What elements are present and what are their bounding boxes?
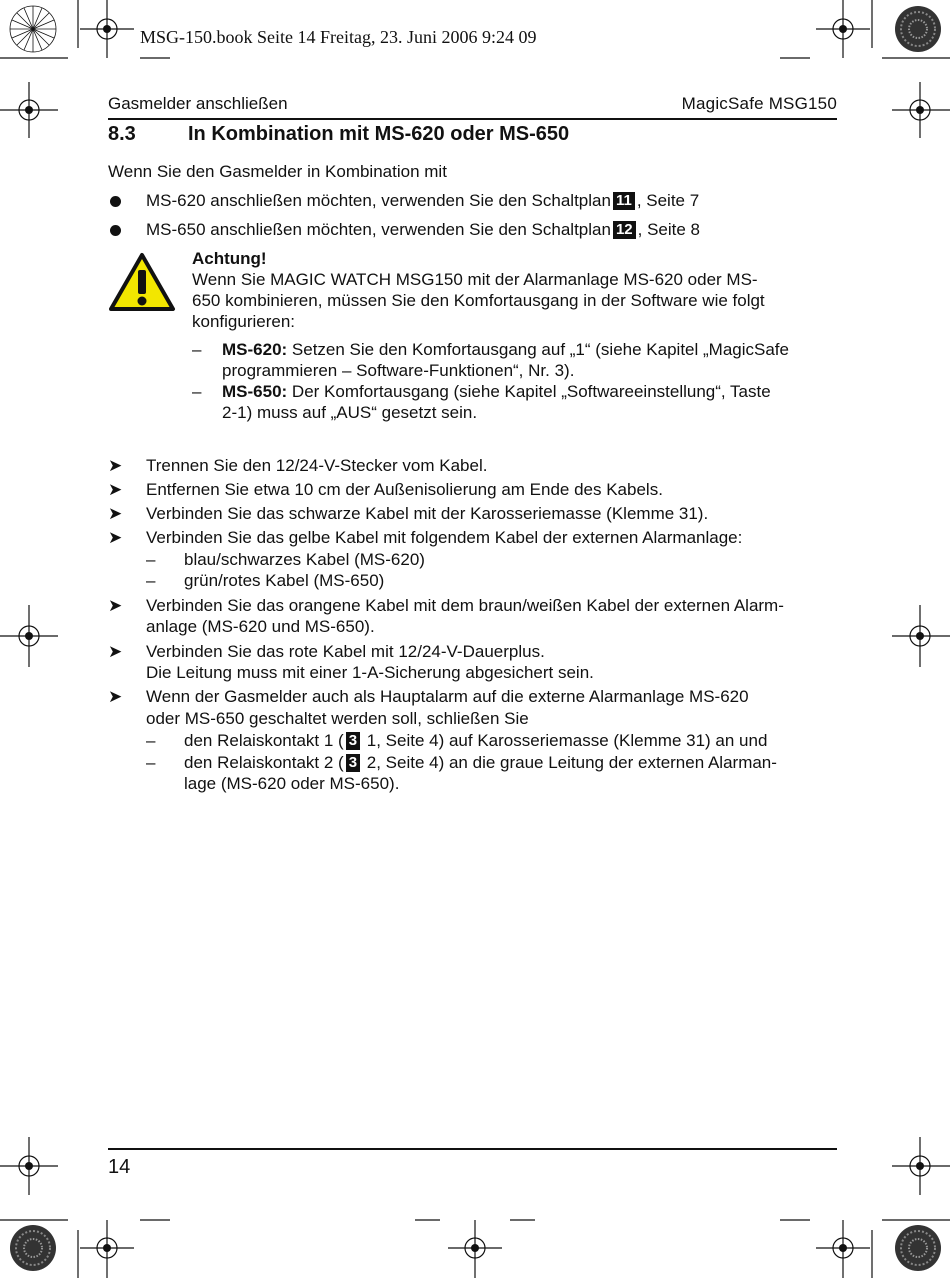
step-text: Entfernen Sie etwa 10 cm der Außenisolierung am Ende des Kabels. (146, 480, 663, 499)
bullet-icon (110, 196, 121, 207)
dash-marker: – (146, 753, 156, 772)
step-subitem: blau/schwarzes Kabel (MS-620) (184, 550, 425, 569)
step-subitem: grün/rotes Kabel (MS-650) (184, 571, 385, 590)
step-text: Verbinden Sie das rote Kabel mit 12/24-V-Dauerplus. (146, 642, 545, 661)
step-arrow-icon: ➤ (108, 528, 123, 547)
step-arrow-icon: ➤ (108, 687, 123, 706)
section-title: In Kombination mit MS-620 oder MS-650 (188, 123, 570, 145)
figure-ref-badge: 3 (346, 732, 360, 750)
warning-item-cont: 2-1) muss auf „AUS“ gesetzt sein. (222, 403, 478, 422)
step-text: Verbinden Sie das gelbe Kabel mit folgendem Kabel der externen Alarmanlage: (146, 528, 743, 547)
bullet-item: MS-650 anschließen möchten, verwenden Sie den Schaltplan 12 , Seite 8 (146, 220, 701, 239)
bullet-icon (110, 225, 121, 236)
step-text-cont: oder MS-650 geschaltet werden soll, schließen Sie (146, 709, 529, 728)
step-arrow-icon: ➤ (108, 456, 123, 475)
dash-marker: – (192, 382, 202, 401)
step-text: Verbinden Sie das orangene Kabel mit dem braun/weißen Kabel der externen Alarm- (146, 596, 784, 615)
header-rule (108, 118, 837, 120)
step-arrow-icon: ➤ (108, 504, 123, 523)
print-info-line: MSG-150.book Seite 14 Freitag, 23. Juni 2006 9:24 09 (140, 27, 537, 47)
step-text-cont: Die Leitung muss mit einer 1-A-Sicherung abgesichert sein. (146, 663, 594, 682)
figure-ref-badge: 11 (613, 192, 635, 210)
warning-triangle-icon (108, 252, 176, 312)
step-subitem: den Relaiskontakt 1 ( 3 1, Seite 4) auf Karosseriemasse (Klemme 31) an und (184, 731, 768, 750)
intro-text: Wenn Sie den Gasmelder in Kombination mit (108, 162, 447, 181)
step-arrow-icon: ➤ (108, 480, 123, 499)
dash-marker: – (146, 571, 156, 590)
dash-marker: – (146, 731, 156, 750)
footer-rule (108, 1148, 837, 1150)
running-header-chapter: Gasmelder anschließen (108, 94, 288, 113)
warning-item: MS-620: Setzen Sie den Komfortausgang auf „1“ (siehe Kapitel „MagicSafe (222, 340, 789, 359)
step-text: Trennen Sie den 12/24-V-Stecker vom Kabel. (146, 456, 488, 475)
step-arrow-icon: ➤ (108, 642, 123, 661)
running-header-product: MagicSafe MSG150 (681, 94, 837, 113)
warning-item-cont: programmieren – Software-Funktionen“, Nr. 3). (222, 361, 575, 380)
dash-marker: – (146, 550, 156, 569)
warning-text-line: konfigurieren: (192, 312, 296, 331)
step-arrow-icon: ➤ (108, 596, 123, 615)
step-text: Wenn der Gasmelder auch als Hauptalarm auf die externe Alarmanlage MS-620 (146, 687, 749, 706)
warning-heading: Achtung! (192, 249, 267, 268)
step-subitem-cont: lage (MS-620 oder MS-650). (184, 774, 400, 793)
step-subitem: den Relaiskontakt 2 ( 3 2, Seite 4) an die graue Leitung der externen Alarman- (184, 753, 777, 772)
section-number: 8.3 (108, 123, 136, 145)
bullet-item: MS-620 anschließen möchten, verwenden Sie den Schaltplan 11 , Seite 7 (146, 191, 700, 210)
figure-ref-badge: 12 (613, 221, 636, 239)
dash-marker: – (192, 340, 202, 359)
page-number: 14 (108, 1156, 131, 1178)
figure-ref-badge: 3 (346, 754, 360, 772)
step-text-cont: anlage (MS-620 und MS-650). (146, 617, 375, 636)
step-text: Verbinden Sie das schwarze Kabel mit der Karosseriemasse (Klemme 31). (146, 504, 709, 523)
warning-text-line: 650 kombinieren, müssen Sie den Komfortausgang in der Software wie folgt (192, 291, 765, 310)
warning-item: MS-650: Der Komfortausgang (siehe Kapitel „Softwareeinstellung“, Taste (222, 382, 771, 401)
warning-text-line: Wenn Sie MAGIC WATCH MSG150 mit der Alarmanlage MS-620 oder MS- (192, 270, 758, 289)
